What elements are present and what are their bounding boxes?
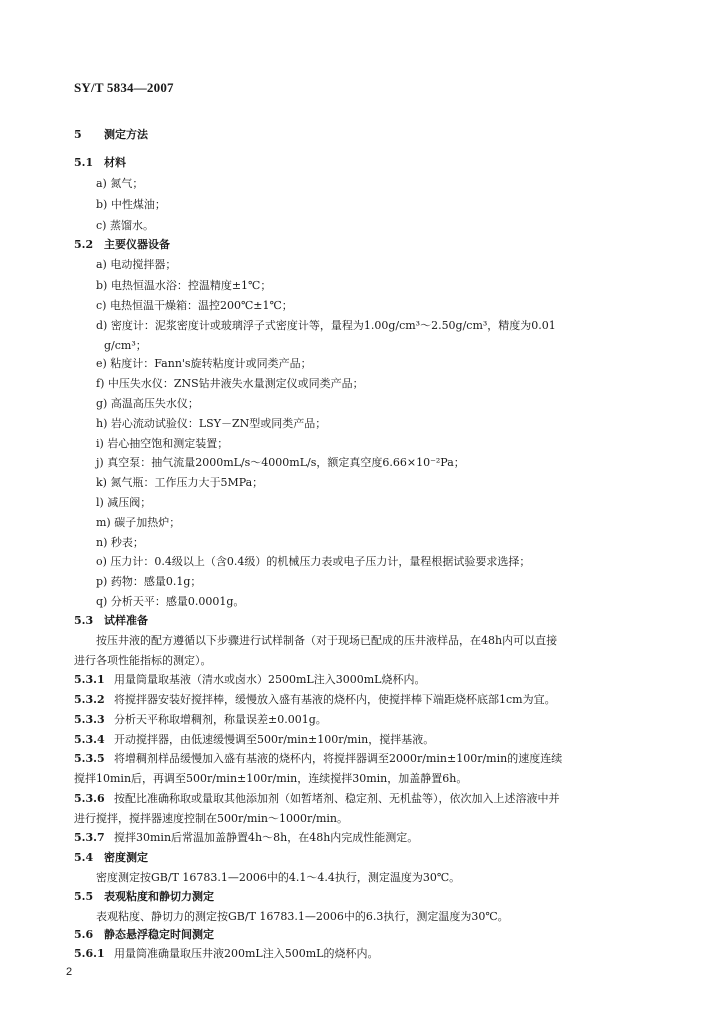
section-5-5-heading: [74, 890, 214, 904]
list-item-continuation: g/cm³；: [104, 339, 147, 352]
clause-5-3-5: [74, 752, 562, 766]
clause-text: 按配比准确称取或量取其他添加剂（如暂堵剂、稳定剂、无机盐等），依次加入上述溶液中并: [114, 792, 560, 805]
clause-5-6-1: [74, 947, 378, 961]
section-5-2-heading: [74, 238, 170, 252]
standard-code-header: SY/T 5834—2007: [74, 80, 174, 95]
clause-number: 5.3.3: [74, 713, 105, 726]
clause-5-3-6: [74, 792, 560, 806]
clause-number: 5.3.7: [74, 831, 105, 844]
list-item: n) 秒表；: [96, 536, 144, 549]
list-item: j) 真空泵：抽气流量2000mL/s～4000mL/s，额定真空度6.66×10⁻²Pa；: [96, 456, 465, 469]
clause-5-3-3: [74, 713, 327, 727]
list-item: a) 电动搅拌器；: [96, 258, 177, 271]
clause-text: 分析天平称取增稠剂，称量误差±0.001g。: [114, 713, 327, 726]
section-5-3-heading: [74, 614, 148, 628]
clause-text: 用量筒准确量取压井液200mL注入500mL的烧杯内。: [114, 947, 379, 960]
list-item: b) 中性煤油；: [96, 198, 166, 211]
section-number: 5.5: [74, 890, 94, 903]
clause-5-3-7: [74, 831, 418, 845]
section-5-6-heading: [74, 928, 214, 942]
section-5-heading: [74, 128, 148, 142]
clause-continuation: 进行搅拌，搅拌器速度控制在500r/min～1000r/min。: [74, 812, 348, 825]
section-number: 5.6: [74, 928, 94, 941]
list-item: l) 减压阀；: [96, 496, 152, 509]
section-number: 5.2: [74, 238, 94, 251]
section-number: 5: [74, 128, 82, 141]
list-item: o) 压力计：0.4级以上（含0.4级）的机械压力表或电子压力计，量程根据试验要求选择；: [96, 555, 531, 568]
section-5-4-heading: [74, 851, 148, 865]
clause-number: 5.3.2: [74, 693, 105, 706]
clause-text: 将增稠剂样品缓慢加入盛有基液的烧杯内，将搅拌器调至2000r/min±100r/min的速度连续: [114, 752, 563, 765]
section-number: 5.3: [74, 614, 94, 627]
clause-text: 将搅拌器安装好搅拌棒，缓慢放入盛有基液的烧杯内，使搅拌棒下端距烧杯底部1cm为宜。: [114, 693, 556, 706]
list-item: i) 岩心抽空饱和测定装置；: [96, 437, 229, 450]
list-item: b) 电热恒温水浴：控温精度±1℃；: [96, 279, 272, 292]
list-item: k) 氮气瓶：工作压力大于5MPa；: [96, 476, 264, 489]
clause-text: 开动搅拌器，由低速缓慢调至500r/min±100r/min，搅拌基液。: [114, 733, 435, 746]
section-number: 5.4: [74, 851, 94, 864]
clause-5-3-4: [74, 733, 434, 747]
list-item: m) 碳子加热炉；: [96, 516, 181, 529]
paragraph-line: 进行各项性能指标的测定）。: [74, 654, 212, 667]
clause-5-3-2: [74, 693, 556, 707]
clause-number: 5.3.5: [74, 752, 105, 765]
clause-text: 用量筒量取基液（清水或卤水）2500mL注入3000mL烧杯内。: [114, 673, 426, 686]
clause-number: 5.3.4: [74, 733, 105, 746]
list-item: d) 密度计：泥浆密度计或玻璃浮子式密度计等，量程为1.00g/cm³～2.50g/cm³，精度为0.01: [96, 319, 556, 332]
list-item: q) 分析天平：感量0.0001g。: [96, 595, 245, 608]
section-title: 密度测定: [104, 851, 148, 864]
list-item: c) 蒸馏水。: [96, 219, 154, 232]
clause-continuation: 搅拌10min后，再调至500r/min±100r/min，连续搅拌30min，加盖静置6h。: [74, 772, 468, 785]
section-title: 主要仪器设备: [104, 238, 170, 251]
paragraph-line: 密度测定按GB/T 16783.1—2006中的4.1～4.4执行，测定温度为30℃。: [96, 871, 461, 884]
list-item: a) 氮气；: [96, 177, 144, 190]
paragraph-line: 表观粘度、静切力的测定按GB/T 16783.1—2006中的6.3执行，测定温度为30℃。: [96, 910, 509, 923]
list-item: c) 电热恒温干燥箱：温控200℃±1℃；: [96, 299, 293, 312]
list-item: p) 药物：感量0.1g；: [96, 575, 202, 588]
section-number: 5.1: [74, 156, 94, 169]
clause-text: 搅拌30min后常温加盖静置4h～8h，在48h内完成性能测定。: [114, 831, 419, 844]
list-item: g) 高温高压失水仪；: [96, 397, 199, 410]
list-item: f) 中压失水仪：ZNS钻井液失水量测定仪或同类产品；: [96, 377, 364, 390]
section-5-1-heading: [74, 156, 126, 170]
paragraph-line: 按压井液的配方遵循以下步骤进行试样制备（对于现场已配成的压井液样品，在48h内可以直接: [96, 634, 558, 647]
list-item: e) 粘度计：Fann's旋转粘度计或同类产品；: [96, 357, 312, 370]
clause-number: 5.3.6: [74, 792, 105, 805]
section-title: 试样准备: [104, 614, 148, 627]
section-title: 测定方法: [104, 128, 148, 141]
clause-5-3-1: [74, 673, 425, 687]
section-title: 静态悬浮稳定时间测定: [104, 928, 214, 941]
section-title: 表观粘度和静切力测定: [104, 890, 214, 903]
list-item: h) 岩心流动试验仪：LSY－ZN型或同类产品；: [96, 417, 327, 430]
clause-number: 5.6.1: [74, 947, 105, 960]
page-number: 2: [66, 966, 73, 978]
section-title: 材料: [104, 156, 126, 169]
clause-number: 5.3.1: [74, 673, 105, 686]
